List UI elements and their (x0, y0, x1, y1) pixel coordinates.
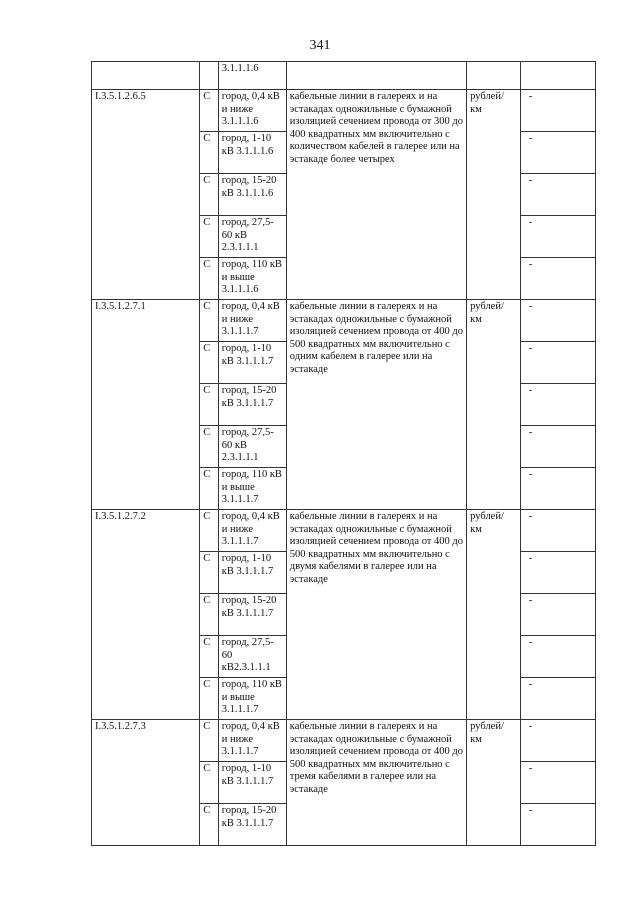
letter-cell: С (200, 258, 219, 300)
table-row (92, 510, 596, 552)
area-cell: город, 27,5-60 кВ 2.3.1.1.1 (218, 426, 286, 468)
area-cell: город, 27,5-60 кВ2.3.1.1.1 (218, 636, 286, 678)
unit-cell: рублей/ км (467, 90, 521, 300)
description-cell (286, 62, 466, 90)
value-cell: - (520, 216, 595, 258)
unit-cell (467, 62, 521, 90)
description-cell: кабельные линии в галереях и на эстакадах одножильные с бумажной изоляцией сечением провода от 400 до 500 квадратных мм включительно с одним кабелем в галерее или на эстакаде (286, 300, 466, 510)
value-cell: - (520, 720, 595, 762)
area-cell: город, 15-20 кВ 3.1.1.1.7 (218, 594, 286, 636)
letter-cell (200, 62, 219, 90)
area-cell: город, 0,4 кВ и ниже 3.1.1.1.7 (218, 510, 286, 552)
area-cell: город, 110 кВ и выше 3.1.1.1.6 (218, 258, 286, 300)
continuation-row (92, 62, 596, 90)
area-cell: город, 1-10 кВ 3.1.1.1.7 (218, 342, 286, 384)
area-cell: город, 110 кВ и выше 3.1.1.1.7 (218, 678, 286, 720)
value-cell: - (520, 174, 595, 216)
letter-cell: С (200, 174, 219, 216)
value-cell: - (520, 594, 595, 636)
description-cell: кабельные линии в галереях и на эстакадах одножильные с бумажной изоляцией сечением провода от 400 до 500 квадратных мм включительно с тремя кабелями в галерее или на эстакаде (286, 720, 466, 846)
code-cell: I.3.5.1.2.7.1 (92, 300, 200, 510)
table-row (92, 720, 596, 762)
unit-cell: рублей/ км (467, 300, 521, 510)
area-cell: город, 27,5-60 кВ 2.3.1.1.1 (218, 216, 286, 258)
unit-cell: рублей/ км (467, 510, 521, 720)
area-cell: город, 0,4 кВ и ниже 3.1.1.1.7 (218, 300, 286, 342)
value-cell: - (520, 342, 595, 384)
area-cell: город, 15-20 кВ 3.1.1.1.7 (218, 804, 286, 846)
code-cell: I.3.5.1.2.6.5 (92, 90, 200, 300)
letter-cell: С (200, 384, 219, 426)
code-cell: I.3.5.1.2.7.2 (92, 510, 200, 720)
letter-cell: С (200, 720, 219, 762)
letter-cell: С (200, 300, 219, 342)
letter-cell: С (200, 552, 219, 594)
value-cell: - (520, 678, 595, 720)
area-cell: город, 0,4 кВ и ниже 3.1.1.1.7 (218, 720, 286, 762)
value-cell: - (520, 636, 595, 678)
code-cell: I.3.5.1.2.7.3 (92, 720, 200, 846)
tariff-table-body (92, 62, 596, 846)
value-cell: - (520, 258, 595, 300)
letter-cell: С (200, 594, 219, 636)
letter-cell: С (200, 90, 219, 132)
letter-cell: С (200, 510, 219, 552)
unit-cell: рублей/ км (467, 720, 521, 846)
area-cell: город, 110 кВ и выше 3.1.1.1.7 (218, 468, 286, 510)
table-row (92, 90, 596, 132)
letter-cell: С (200, 216, 219, 258)
value-cell: - (520, 552, 595, 594)
letter-cell: С (200, 762, 219, 804)
page-number: 341 (309, 38, 331, 53)
area-cell: город, 1-10 кВ 3.1.1.1.7 (218, 552, 286, 594)
letter-cell: С (200, 636, 219, 678)
area-cell: город, 1-10 кВ 3.1.1.1.6 (218, 132, 286, 174)
value-cell: - (520, 762, 595, 804)
tariff-table (91, 61, 596, 846)
value-cell: - (520, 510, 595, 552)
table-row (92, 300, 596, 342)
description-cell: кабельные линии в галереях и на эстакадах одножильные с бумажной изоляцией сечением провода от 400 до 500 квадратных мм включительно с двумя кабелями в галерее или на эстакаде (286, 510, 466, 720)
value-cell: - (520, 384, 595, 426)
value-cell: - (520, 426, 595, 468)
value-cell: - (520, 90, 595, 132)
letter-cell: С (200, 342, 219, 384)
area-cell: 3.1.1.1.6 (218, 62, 286, 90)
area-cell: город, 1-10 кВ 3.1.1.1.7 (218, 762, 286, 804)
value-cell: - (520, 300, 595, 342)
area-cell: город, 0,4 кВ и ниже 3.1.1.1.6 (218, 90, 286, 132)
description-cell: кабельные линии в галереях и на эстакадах одножильные с бумажной изоляцией сечением провода от 300 до 400 квадратных мм включительно с количеством кабелей в галерее или на эстакаде более четырех (286, 90, 466, 300)
code-cell (92, 62, 200, 90)
letter-cell: С (200, 426, 219, 468)
value-cell: - (520, 468, 595, 510)
letter-cell: С (200, 804, 219, 846)
area-cell: город, 15-20 кВ 3.1.1.1.7 (218, 384, 286, 426)
value-cell: - (520, 132, 595, 174)
letter-cell: С (200, 132, 219, 174)
value-cell (520, 62, 595, 90)
letter-cell: С (200, 468, 219, 510)
value-cell: - (520, 804, 595, 846)
area-cell: город, 15-20 кВ 3.1.1.1.6 (218, 174, 286, 216)
letter-cell: С (200, 678, 219, 720)
